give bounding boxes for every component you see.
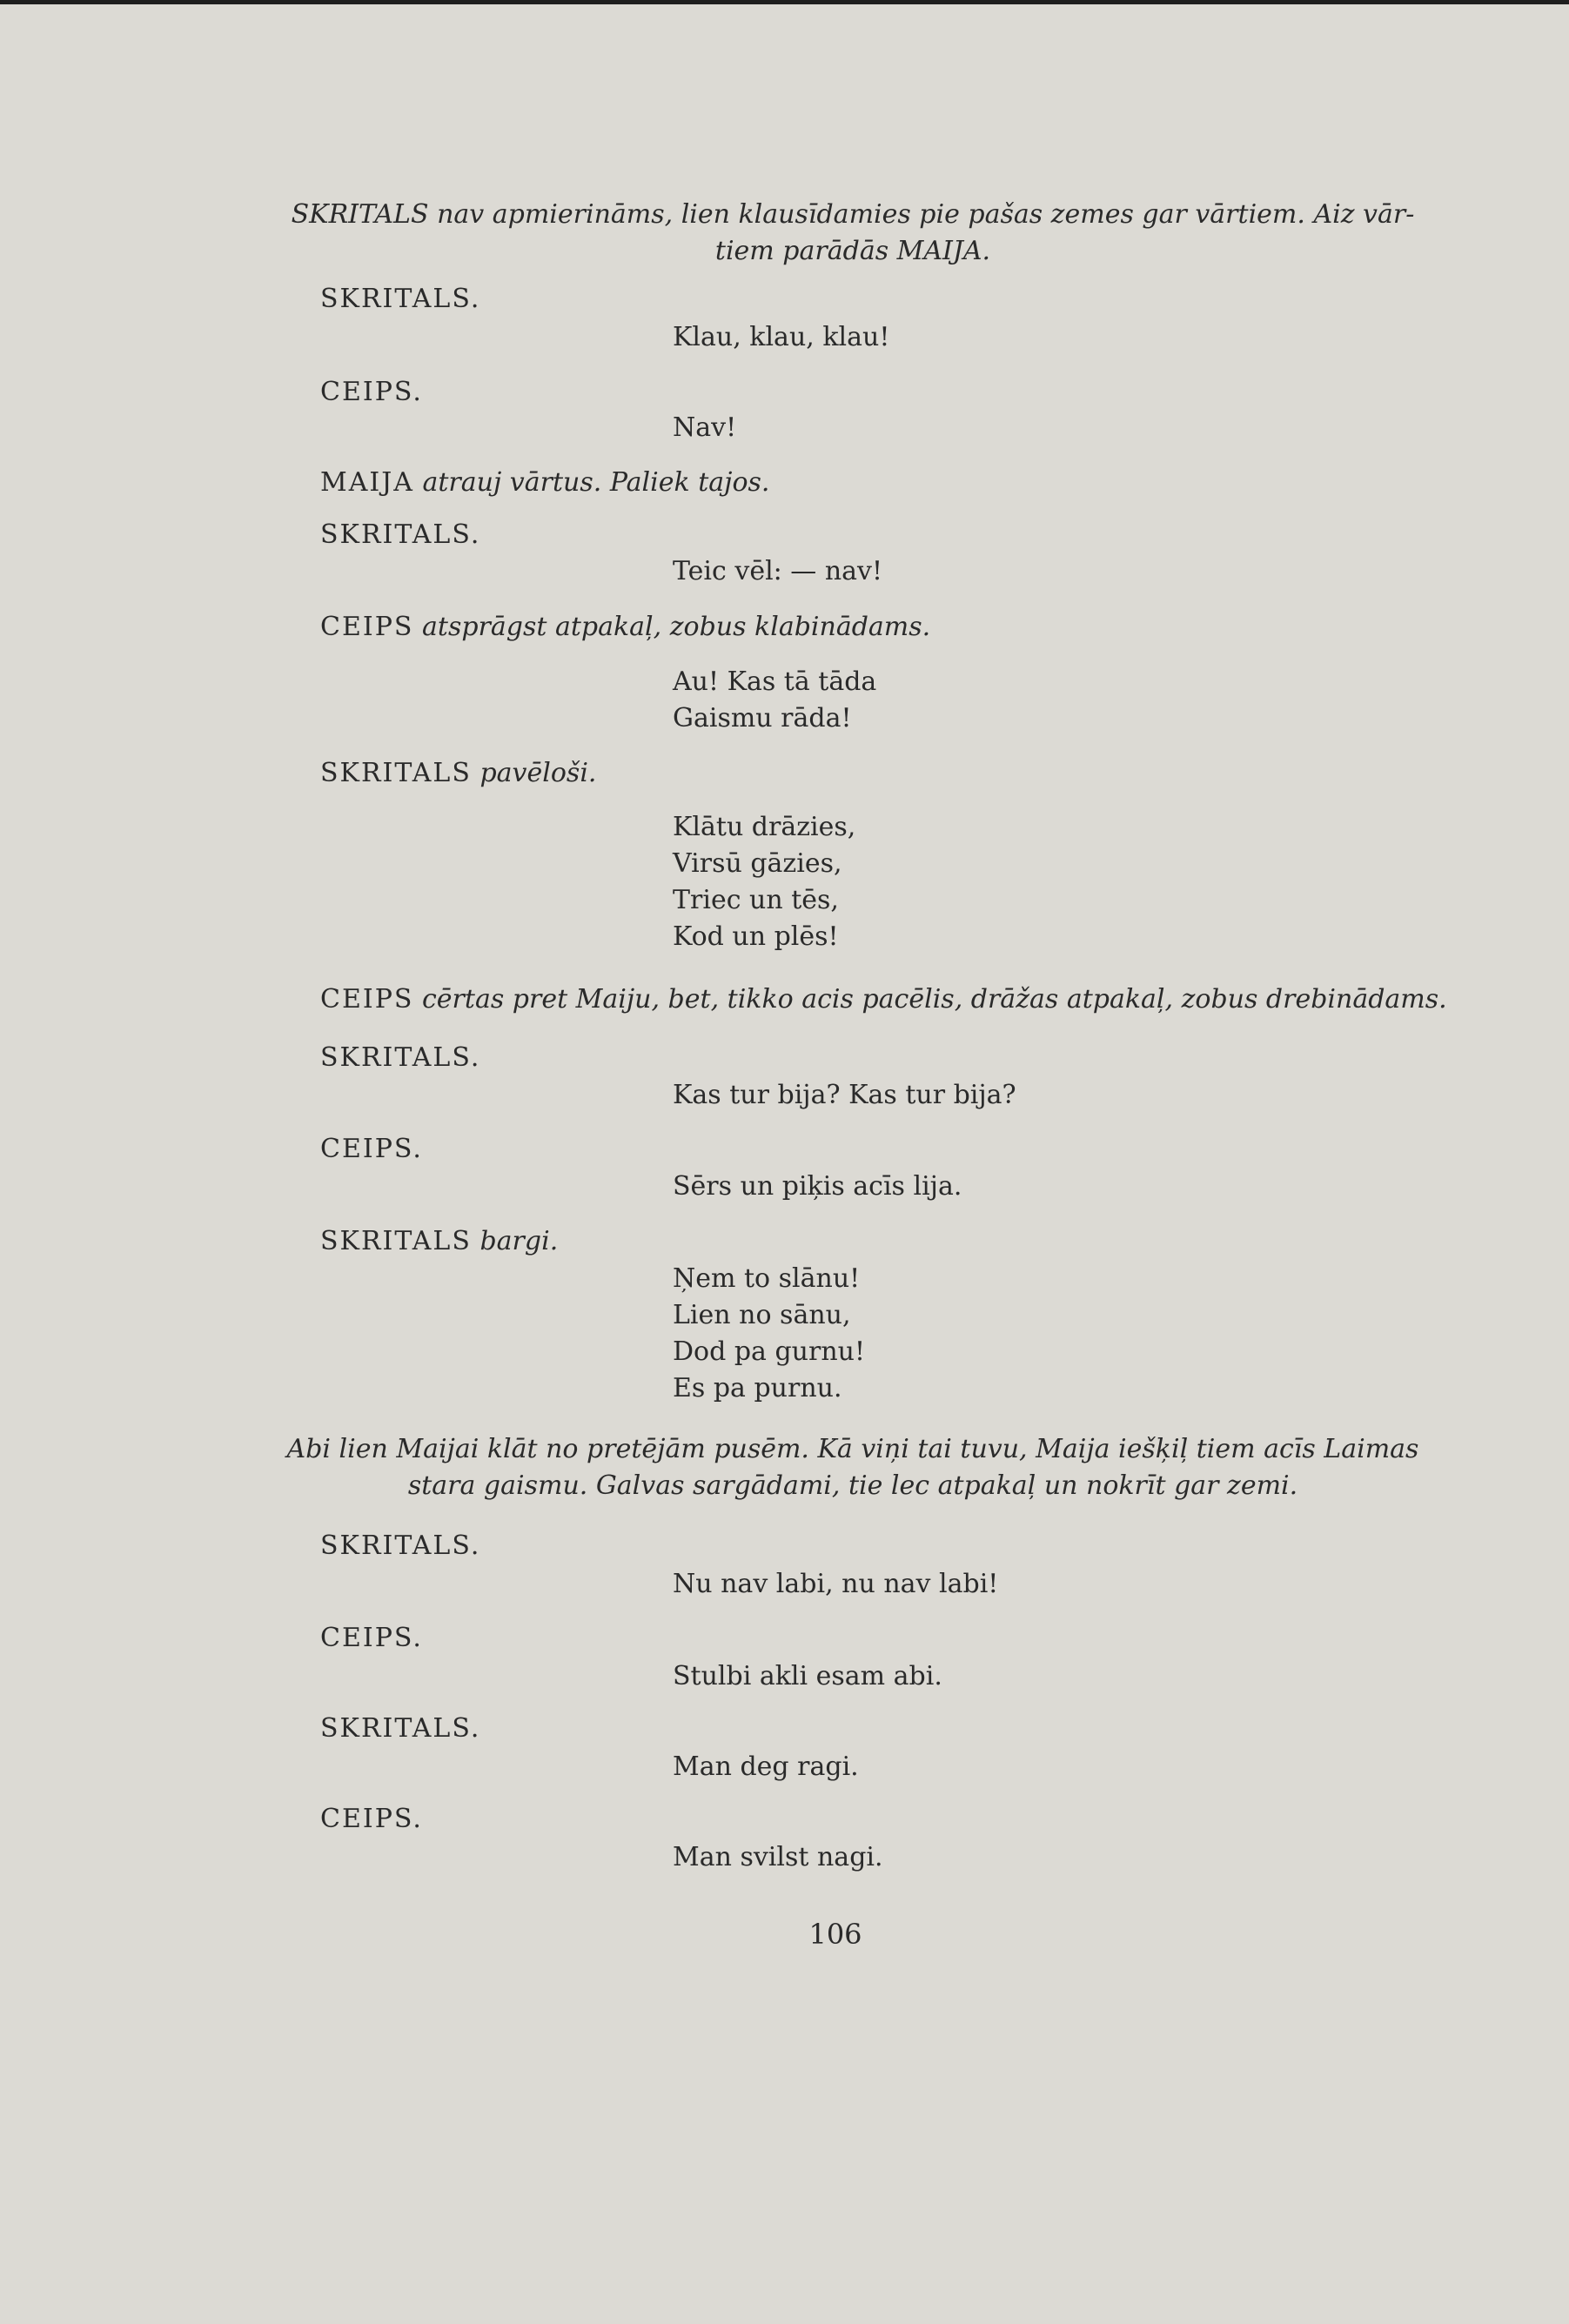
verse-line: Klātu drāzies,	[673, 812, 856, 842]
stage-direction-line: stara gaismu. Galvas sargādami, tie lec atpakaļ un nokrīt gar zemi.	[407, 1470, 1298, 1501]
speaker-name: CEIPS.	[320, 1134, 423, 1164]
verse-line: Virsū gāzies,	[673, 848, 842, 879]
verse	[673, 809, 855, 955]
action-text: cērtas pret Maiju, bet, tikko acis pacēlis, drāžas atpakaļ, zobus drebinādams.	[422, 984, 1447, 1015]
verse-line: Ņem to slānu!	[673, 1263, 861, 1294]
speaker-name: MAIJA	[320, 467, 414, 498]
speaker-name: SKRITALS	[320, 758, 472, 788]
dialogue-line: Man deg ragi.	[673, 1751, 859, 1782]
dialogue-line: Klau, klau, klau!	[673, 322, 890, 352]
verse-line: Es pa purnu.	[673, 1373, 842, 1403]
speaker-name: CEIPS.	[320, 1804, 423, 1834]
page-number: 106	[808, 1918, 862, 1951]
stage-direction-inline	[320, 1223, 558, 1260]
speaker-name: CEIPS	[320, 984, 414, 1015]
verse-line: Kod un plēs!	[673, 921, 839, 952]
stage-direction-inline	[320, 981, 1447, 1018]
action-text: atrauj vārtus. Paliek tajos.	[422, 467, 770, 498]
speaker-name: SKRITALS	[320, 1226, 472, 1256]
verse	[673, 664, 876, 737]
dialogue-line: Stulbi akli esam abi.	[673, 1661, 942, 1691]
stage-direction-line: Abi lien Maijai klāt no pretējām pusēm. Kā viņi tai tuvu, Maija iešķiļ tiem acīs Laimas	[286, 1434, 1419, 1464]
action-text: atsprāgst atpakaļ, zobus klabinādams.	[422, 612, 931, 642]
verse-line: Lien no sānu,	[673, 1300, 851, 1330]
speaker-name: CEIPS.	[320, 377, 423, 407]
speaker-name: SKRITALS.	[320, 284, 481, 314]
verse-line: Au! Kas tā tāda	[673, 666, 877, 697]
verse-line: Triec un tēs,	[673, 885, 839, 915]
stage-direction-inline	[320, 609, 930, 646]
stage-direction-line: SKRITALS nav apmierināms, lien klausīdamies pie pašas zemes gar vārtiem. Aiz vār-	[291, 199, 1415, 230]
speaker-name: SKRITALS.	[320, 1042, 481, 1073]
dialogue-line: Man svilst nagi.	[673, 1842, 883, 1872]
dialogue-line: Kas tur bija? Kas tur bija?	[673, 1080, 1016, 1110]
stage-direction	[252, 197, 1453, 270]
dialogue-line: Nav!	[673, 412, 737, 443]
verse-line: Gaismu rāda!	[673, 703, 852, 733]
stage-direction-inline	[320, 755, 596, 792]
speaker-name: CEIPS.	[320, 1623, 423, 1653]
dialogue-line: Nu nav labi, nu nav labi!	[673, 1569, 999, 1599]
dialogue-line: Sērs un piķis acīs lija.	[673, 1171, 962, 1202]
verse	[673, 1261, 865, 1407]
speaker-name: SKRITALS.	[320, 519, 481, 550]
dialogue-line: Teic vēl: — nav!	[673, 556, 883, 586]
scan-edge	[0, 0, 1569, 4]
stage-direction-line: tiem parādās MAIJA.	[714, 236, 991, 266]
action-text: bargi.	[479, 1226, 559, 1256]
speaker-name: SKRITALS.	[320, 1530, 481, 1561]
stage-direction	[252, 1431, 1453, 1504]
stage-direction-inline	[320, 465, 769, 501]
speaker-name: CEIPS	[320, 612, 414, 642]
speaker-name: SKRITALS.	[320, 1713, 481, 1744]
action-text: pavēloši.	[479, 758, 597, 788]
verse-line: Dod pa gurnu!	[673, 1336, 866, 1367]
